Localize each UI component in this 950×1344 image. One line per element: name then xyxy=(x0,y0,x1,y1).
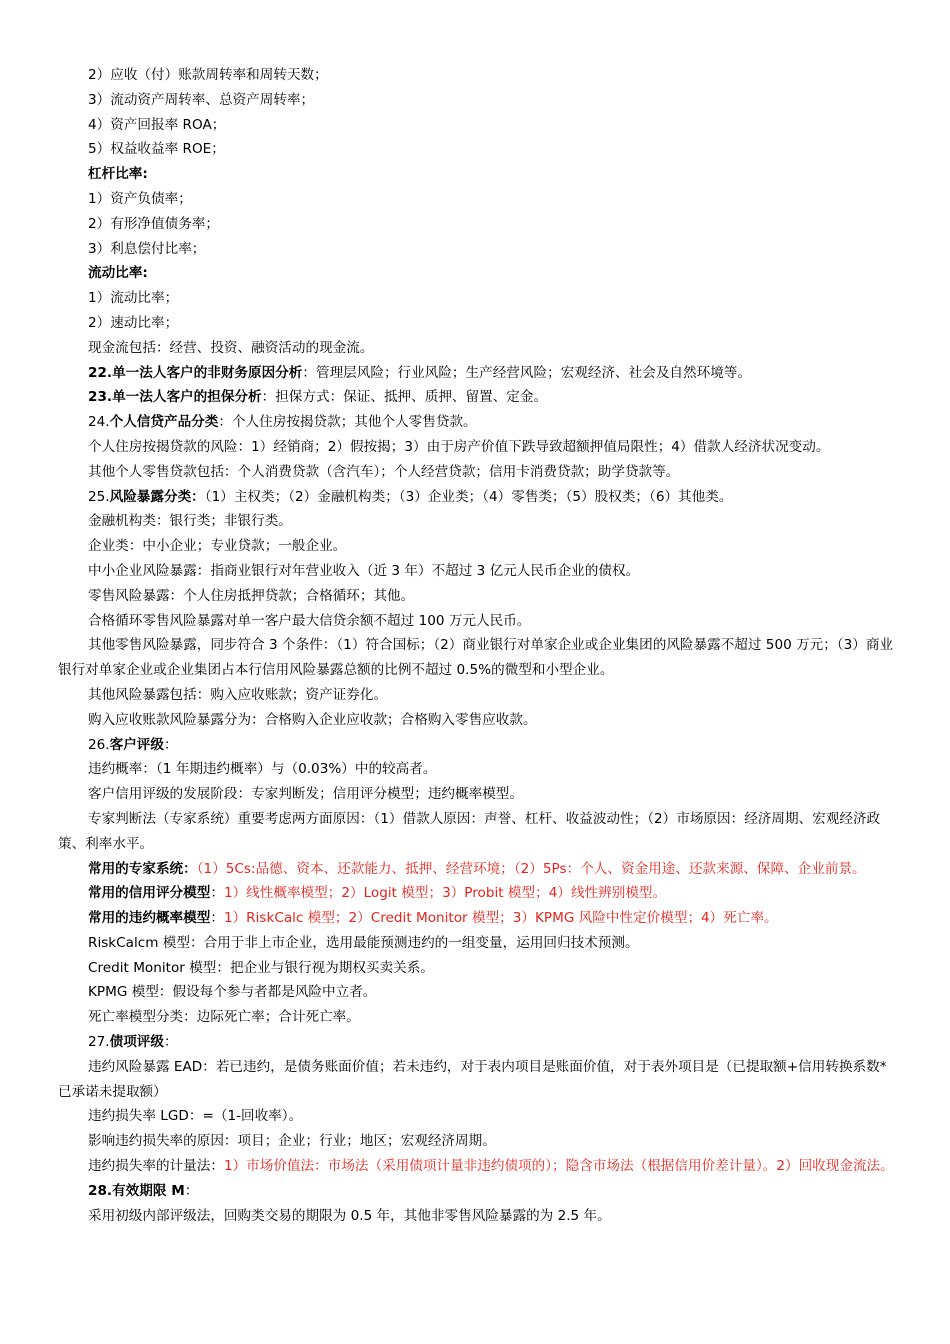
highlight-line xyxy=(58,881,894,906)
numbered-item xyxy=(58,1030,894,1055)
text-line: 金融机构类：银行类；非银行类。 xyxy=(88,513,292,530)
item-heading: 债项评级 xyxy=(109,1034,164,1051)
item-colon: ： xyxy=(210,910,224,927)
text-line: 死亡率模型分类：边际死亡率；合计死亡率。 xyxy=(88,1009,360,1026)
text-line: 违约概率：（1 年期违约概率）与（0.03%）中的较高者。 xyxy=(88,761,437,778)
item-text: ：个人住房按揭贷款；其他个人零售贷款。 xyxy=(218,414,477,431)
section-heading xyxy=(58,162,894,187)
text-line: 采用初级内部评级法，回购类交易的期限为 0.5 年，其他非零售风险暴露的为 2.5 年。 xyxy=(88,1207,611,1224)
text-line: 客户信用评级的发展阶段：专家判断发；信用评分模型；违约概率模型。 xyxy=(88,786,523,803)
item-text: ： xyxy=(164,1034,178,1051)
item-text: ：担保方式：保证、抵押、质押、留置、定金。 xyxy=(261,389,548,406)
text-line: 中小企业风险暴露：指商业银行对年营业收入（近 3 年）不超过 3 亿元人民币企业的债权。 xyxy=(88,562,640,579)
item-number: 24. xyxy=(88,414,110,431)
item-heading: 常用的专家系统： xyxy=(88,860,197,877)
text-line: KPMG 模型：假设每个参与者都是风险中立者。 xyxy=(88,984,377,1001)
highlight-line xyxy=(58,906,894,931)
item-text: （1）主权类；（2）金融机构类；（3）企业类；（4）零售类；（5）股权类；（6）其他类。 xyxy=(204,488,733,505)
item-heading: 客户评级 xyxy=(109,736,164,753)
text-line: 2）有形净值债务率； xyxy=(88,215,219,232)
text-line: 4）资产回报率 ROA； xyxy=(88,116,226,133)
highlighted-text: 1）市场价值法：市场法（采用债项计量非违约债项的）；隐含市场法（根据信用价差计量）。2）回收现金流法。 xyxy=(223,1158,894,1175)
highlight-paragraph xyxy=(58,1154,894,1179)
text-line: 3）流动资产周转率、总资产周转率； xyxy=(88,91,315,108)
item-heading: 常用的信用评分模型 xyxy=(88,885,211,902)
heading-text: 流动比率: xyxy=(88,265,148,282)
text-line: Credit Monitor 模型：把企业与银行视为期权买卖关系。 xyxy=(88,959,434,976)
item-text: ： xyxy=(164,736,178,753)
numbered-item xyxy=(58,485,894,510)
text-line: 购入应收账款风险暴露分为：合格购入企业应收款；合格购入零售应收款。 xyxy=(88,711,537,728)
item-heading: 个人信贷产品分类 xyxy=(109,414,219,431)
text-paragraph: 其他零售风险暴露，同步符合 3 个条件：（1）符合国标；（2）商业银行对单家企业或企业集团的风险暴露不超过 500 万元；（3）商业银行对单家企业或企业集团占本行信用风险暴露总额的比例不超过 0.5%的微型和小型企业。 xyxy=(58,637,894,679)
text-line: 其他风险暴露包括：购入应收账款；资产证券化。 xyxy=(88,686,388,703)
heading-text: 杠杆比率: xyxy=(88,166,148,183)
item-colon: ： xyxy=(210,885,224,902)
numbered-item xyxy=(58,361,894,386)
item-heading: 风险暴露分类： xyxy=(109,488,205,505)
text-line: 违约损失率 LGD：=（1-回收率）。 xyxy=(88,1108,303,1125)
text-paragraph: 违约风险暴露 EAD：若已违约，是债务账面价值；若未违约，对于表内项目是账面价值，对于表外项目是（已提取额+信用转换系数*已承诺未提取额） xyxy=(58,1058,887,1100)
text-line: 合格循环零售风险暴露对单一客户最大信贷余额不超过 100 万元人民币。 xyxy=(88,612,531,629)
text-line: 1）流动比率； xyxy=(88,290,179,307)
item-number: 26. xyxy=(88,736,110,753)
item-label: 违约损失率的计量法： xyxy=(88,1158,224,1175)
text-line: 现金流包括：经营、投资、融资活动的现金流。 xyxy=(88,339,374,356)
text-line: 企业类：中小企业；专业贷款；一般企业。 xyxy=(88,538,347,555)
item-heading: 22.单一法人客户的非财务原因分析 xyxy=(88,364,303,381)
item-number: 27. xyxy=(88,1034,110,1051)
text-line: 1）资产负债率； xyxy=(88,190,192,207)
highlighted-text: 1）RiskCalc 模型；2）Credit Monitor 模型；3）KPMG 风险中性定价模型；4）死亡率。 xyxy=(223,910,778,927)
item-number: 25. xyxy=(88,488,110,505)
item-text: ： xyxy=(184,1182,199,1199)
text-line: 3）利息偿付比率； xyxy=(88,240,206,257)
highlighted-text: （1）5Cs:品德、资本、还款能力、抵押、经营环境；（2）5Ps：个人、资金用途、还款来源、保障、企业前景。 xyxy=(196,860,866,877)
text-line: RiskCalcm 模型：合用于非上市企业，选用最能预测违约的一组变量，运用回归技术预测。 xyxy=(88,934,639,951)
item-heading: 常用的违约概率模型 xyxy=(88,910,211,927)
text-line: 2）应收（付）账款周转率和周转天数； xyxy=(88,67,328,83)
text-line: 5）权益收益率 ROE； xyxy=(88,141,225,158)
highlight-paragraph xyxy=(58,857,894,882)
item-text: ：管理层风险；行业风险；生产经营风险；宏观经济、社会及自然环境等。 xyxy=(302,364,751,381)
item-heading: 28.有效期限 M xyxy=(88,1182,185,1199)
numbered-item xyxy=(58,385,894,410)
text-line: 影响违约损失率的原因：项目；企业；行业；地区；宏观经济周期。 xyxy=(88,1133,496,1150)
section-heading xyxy=(58,261,894,286)
item-heading: 23.单一法人客户的担保分析 xyxy=(88,389,262,406)
numbered-item xyxy=(58,1179,894,1204)
highlighted-text: 1）线性概率模型；2）Logit 模型；3）Probit 模型；4）线性辨别模型。 xyxy=(223,885,667,902)
text-line: 其他个人零售贷款包括：个人消费贷款（含汽车）；个人经营贷款；信用卡消费贷款；助学贷款等。 xyxy=(88,463,680,480)
text-line: 个人住房按揭贷款的风险：1）经销商；2）假按揭；3）由于房产价值下跌导致超额押值局限性；4）借款人经济状况变动。 xyxy=(88,438,830,455)
text-paragraph: 专家判断法（专家系统）重要考虑两方面原因：（1）借款人原因：声誉、杠杆、收益波动性；（2）市场原因：经济周期、宏观经济政策、利率水平。 xyxy=(58,810,881,852)
text-line: 零售风险暴露：个人住房抵押贷款；合格循环；其他。 xyxy=(88,587,415,604)
text-line: 2）速动比率； xyxy=(88,314,179,331)
numbered-item xyxy=(58,733,894,758)
numbered-item xyxy=(58,410,894,435)
